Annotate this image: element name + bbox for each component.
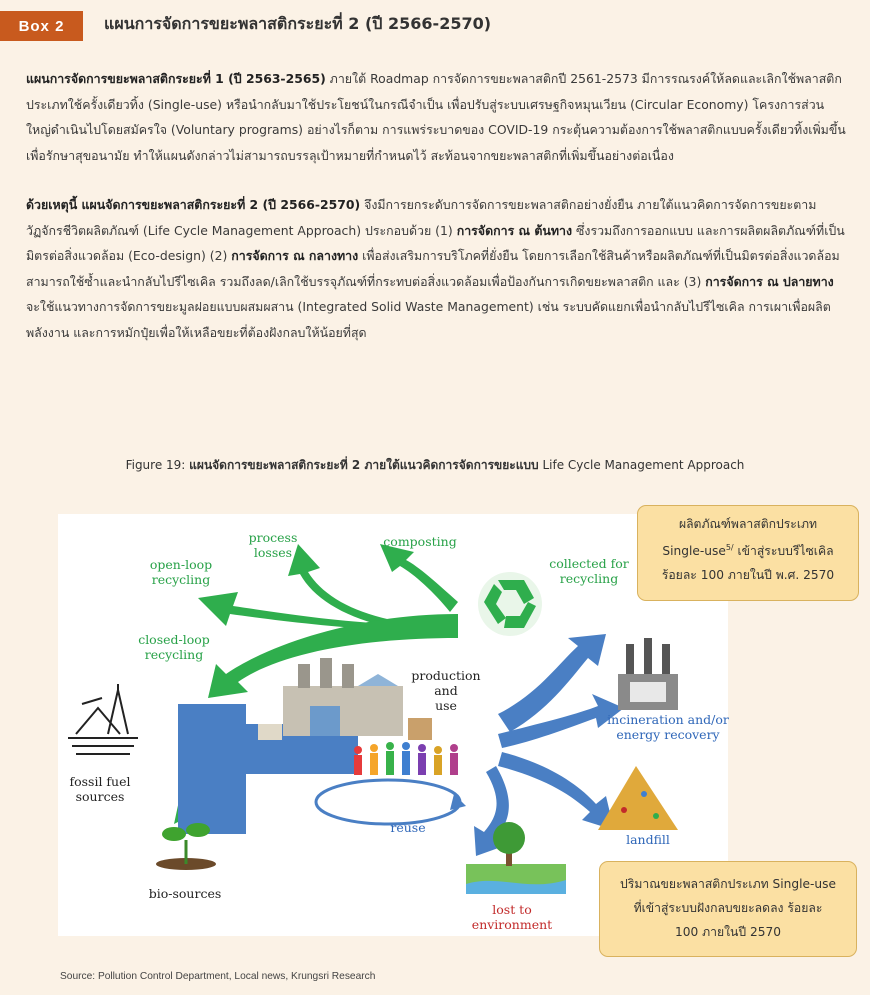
callout-landfill-target [599, 861, 857, 957]
incinerator-icon [618, 638, 678, 710]
open-loop-label: open-loop recycling [149, 557, 213, 587]
box-label: Box 2 [0, 11, 83, 41]
callout-top-line3: ร้อยละ 100 ภายในปี พ.ศ. 2570 [661, 568, 835, 583]
callout-bottom-line1: ปริมาณขยะพลาสติกประเภท Single-use [620, 877, 836, 891]
downstream-management: การจัดการ ณ ปลายทาง [705, 273, 834, 289]
box-title: แผนการจัดการขยะพลาสติกระยะที่ 2 (ปี 2566-2570) [104, 14, 492, 33]
landfill-label: landfill [626, 832, 670, 847]
figure-caption [0, 456, 870, 475]
paragraph-phase2-part2: ซึ่งรวมถึงการออกแบบ และการผลิตผลิตภัณฑ์ที่เป็นมิตรต่อสิ่งแวดล้อม (Eco-design) (2) [26, 222, 845, 264]
bio-sources-label: bio-sources [148, 886, 222, 901]
composting-label: composting [383, 534, 457, 549]
recycle-icon [478, 572, 542, 636]
fossil-label: fossil fuel sources [69, 774, 131, 804]
reuse-label: reuse [390, 820, 426, 835]
fossil-feed-block [178, 704, 246, 834]
figure-caption-suffix: Life Cycle Management Approach [538, 458, 745, 472]
people-icon [354, 742, 458, 775]
callout-top-line2: Single-use$^{5/}$ เข้าสู่ระบบรีไซเคิล [662, 543, 834, 559]
to-landfill-arrow [498, 752, 614, 830]
callout-bottom-line2: ที่เข้าสู่ระบบฝังกลบขยะลดลง ร้อยละ [633, 901, 823, 915]
lost-environment-label: lost to environment [471, 902, 553, 932]
incineration-label: incineration and/or energy recovery [607, 712, 729, 742]
callout-top-line1: ผลิตภัณฑ์พลาสติกประเภท [678, 517, 818, 531]
callout-bottom-line3: 100 ภายในปี 2570 [674, 925, 782, 939]
paragraph-phase2-part4: จะใช้แนวทางการจัดการขยะมูลฝอยแบบผสมผสาน (Integrated Solid Waste Management) เช่น ระบบคัดแยกเพื่อนำกลับไปรีไซเคิล การเผาเพื่อผลิตพลังงาน และการหมักปุ๋ยเพื่อให้เหลือขยะที่ต้องฝังกลบให้น้อยที่สุด [26, 299, 831, 340]
composting-arrow [380, 544, 458, 612]
figure-caption-thai: แผนจัดการขยะพลาสติกระยะที่ 2 ภายใต้แนวคิดการจัดการขยะแบบ [189, 458, 539, 472]
midstream-management: การจัดการ ณ กลางทาง [231, 248, 359, 264]
oil-rig-icon [68, 684, 138, 754]
reuse-loop [316, 780, 460, 824]
callout-recycling-target [637, 505, 859, 601]
source-note: Source: Pollution Control Department, Local news, Krungsri Research [60, 971, 376, 982]
paragraph-phase1-lead: แผนการจัดการขยะพลาสติกระยะที่ 1 (ปี 2563-2565) [26, 71, 326, 86]
production-label: production and use [411, 668, 481, 713]
paragraph-phase2-lead: ด้วยเหตุนี้ แผนจัดการขยะพลาสติกระยะที่ 2 (ปี 2566-2570) [26, 197, 361, 212]
process-losses-label: process losses [248, 530, 298, 560]
paragraph-phase1 [26, 66, 846, 168]
paragraph-phase2-part1: จึงมีการยกระดับการจัดการขยะพลาสติกอย่างยั่งยืน ภายใต้แนวคิดการจัดการขยะตามวัฏจักรชีวิตผลิตภัณฑ์ (Life Cycle Management Approach) ประกอบด้วย (1) [26, 197, 817, 238]
paragraph-phase2-part3: เพื่อส่งเสริมการบริโภคที่ยั่งยืน โดยการเลือกใช้สินค้าหรือผลิตภัณฑ์ที่เป็นมิตรต่อสิ่งแวดล้อม สามารถใช้ซ้ำและนำกลับไปรีไซเคิล รวมถึงลด/เลิกใช้บรรจุภัณฑ์ที่กระทบต่อสิ่งแวดล้อมเพื่อป้องกันการเกิดขยะพลาสติก และ (3) [26, 248, 840, 289]
collected-label: collected for recycling [549, 556, 629, 586]
figure-caption-prefix: Figure 19: [125, 458, 190, 472]
upstream-management: การจัดการ ณ ต้นทาง [456, 222, 573, 238]
closed-loop-label: closed-loop recycling [138, 632, 210, 662]
paragraph-phase2 [26, 192, 846, 346]
landfill-icon [598, 766, 678, 830]
paragraph-phase1-body: ภายใต้ Roadmap การจัดการขยะพลาสติกปี 2561-2573 มีการรณรงค์ให้ลดและเลิกใช้พลาสติกประเภทใช้ครั้งเดียวทิ้ง (Single-use) หรือนำกลับมาใช้ประโยชน์ในกรณีจำเป็น เพื่อปรับสู่ระบบเศรษฐกิจหมุนเวียน (Circular Economy) โครงการส่วนใหญ่ดำเนินไปโดยสมัครใจ (Voluntary programs) อย่างไรก็ตาม การแพร่ระบาดของ COVID-19 กระตุ้นความต้องการใช้พลาสติกแบบครั้งเดียวทิ้งเพิ่มขึ้นเพื่อรักษาสุขอนามัย ทำให้แผนดังกล่าวไม่สามารถบรรลุเป้าหมายที่กำหนดไว้ สะท้อนจากขยะพลาสติกที่เพิ่มขึ้นอย่างต่อเนื่อง [26, 71, 846, 163]
